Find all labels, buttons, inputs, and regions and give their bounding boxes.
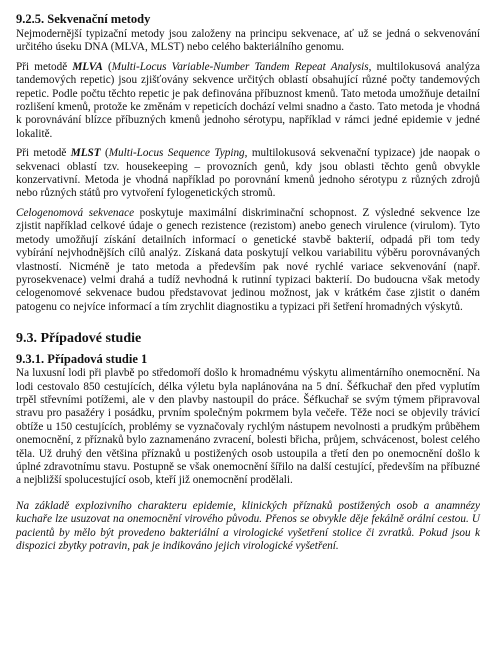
- paragraph-case-study-text: Na luxusní lodi při plavbě po středomoří došlo k hromadnému výskytu alimentárního onemocnění. Na lodi cestovalo 850 cestujících, délka výletu byla naplánována na 5 dní. Šéfkuchař den před vyplutím trpěl střevními potížemi, ale v den plavby nastoupil do práce. Šéfkuchař se svým týmem připravoval stravu pro pasažéry i posádku, prvním společným pokrmem byla večeře. Těže noci se objevily trávicí obtíže u 150 cestujících, problémy se vyznačovaly rychlým nástupem nevolnosti a prudkým průběhem onemocnění, z příznaků bylo zaznamenáno zvracení, bolesti břicha, průjem, schvácenost, bolest celého těla. Už druhý den většina příznaků u postižených osob ustoupila a třetí den po onemocnění došlo k úplné zdravotnímu stavu. Postupně se však onemocnění šířilo na další cestující, především na příbuzné a nejbližší spolucestující osob, kteří již onemocnění prodělali.: [16, 367, 480, 487]
- text-fragment: (: [100, 147, 109, 160]
- text-fragment: Při metodě: [16, 147, 71, 160]
- text-fragment: poskytuje maximální diskriminační schopnost. Z výsledné sekvence lze zjistit například celkové údaje o genech rezistence (rezistom) anebo genech virulence (virulom). Tyto metody umožňují získání detailních informací o genetické stavbě bakterií, odpadá při tom tedy vybírání nejvhodnějších cílů analýz. Získaná data poskytují velkou variabilitu výběru porovnávaných vlastností. Nicméně je tato metoda a především pak nové rychlé variace sekvenování (např. pyrosekvenace) velmi drahá a tudíž nevhodná k rutinní typizaci bakterií. Do budoucna však metody celogenomové sekvenace budou představovat jedinou možnost, jak v krátkém čase zjistit o daném patogenu co nejvíce informací a tím zrychlit diagnostiku a typizaci při šetření hromadných výskytů.: [16, 206, 480, 313]
- text-fragment: (: [102, 60, 112, 73]
- paragraph-intro-text: Nejmodernější typizační metody jsou založeny na principu sekvenace, ať už se jedná o sekvenování určitého úseku DNA (MLVA, MLST) nebo celého bakteriálního genomu.: [16, 28, 480, 54]
- text-fragment: Při metodě: [16, 60, 73, 73]
- term-mlst-full: Multi-Locus Sequence Typing: [108, 147, 245, 160]
- term-mlst: MLST: [70, 147, 101, 160]
- paragraph-intro: [16, 28, 480, 55]
- term-mlva-full: Multi-Locus Variable-Number Tandem Repeat Analysis: [111, 60, 369, 73]
- section-heading-9-3: 9.3. Případové studie: [16, 331, 142, 347]
- term-wgs: Celogenomová sekvenace: [16, 206, 135, 219]
- paragraph-mlva: [16, 61, 480, 141]
- subsection-heading-9-3-1: 9.3.1. Případová studie 1: [16, 352, 148, 367]
- paragraph-mlst: [16, 147, 480, 201]
- paragraph-conclusion-text: Na základě explozivního charakteru epidemie, klinických příznaků postižených osob a anamnézy kuchaře lze usuzovat na onemocnění virového původu. Přenos se obvykle děje fekálně orální cestou. U pacientů by mělo být provedeno bakteriální a virologické vyšetření stolice či zvratků. Pokud jsou k dispozici zbytky potravin, pak je indikováno jejich virologické vyšetření.: [16, 499, 480, 552]
- section-heading-9-2-5: 9.2.5. Sekvenační metody: [16, 12, 151, 26]
- paragraph-case-study: [16, 367, 480, 488]
- term-mlva: MLVA: [72, 60, 103, 73]
- text-fragment: , multilokusová analýza tandemových repetic) jsou zjišťovány sekvence určitých oblastí obsahující různé počty tandemových repetic. Podle počtu těchto repetic je pak definována příbuznost kmenů. Tato metoda umožňuje detailní rozlišení kmenů, protože ke změnám v repeticích dochází velmi snadno a často. Tato metoda je vhodná k porovnávání blízce příbuzných kmenů jednoho sérotypu, například v rámci jedné epidemie v jedné lokalitě.: [16, 60, 480, 140]
- paragraph-conclusion: [16, 500, 480, 554]
- paragraph-wgs: [16, 207, 480, 314]
- text-fragment: , multilokusová sekvenační typizace) jde naopak o sekvenaci oblastí tzv. housekeeping – provozních genů, kdy jsou oblasti těchto genů obvykle konzervativní. Metoda je vhodná například po porovnání kmenů jednoho sérotypu z různých zdrojů nebo různých států pro vytvoření fylogenetických stromů.: [16, 147, 480, 200]
